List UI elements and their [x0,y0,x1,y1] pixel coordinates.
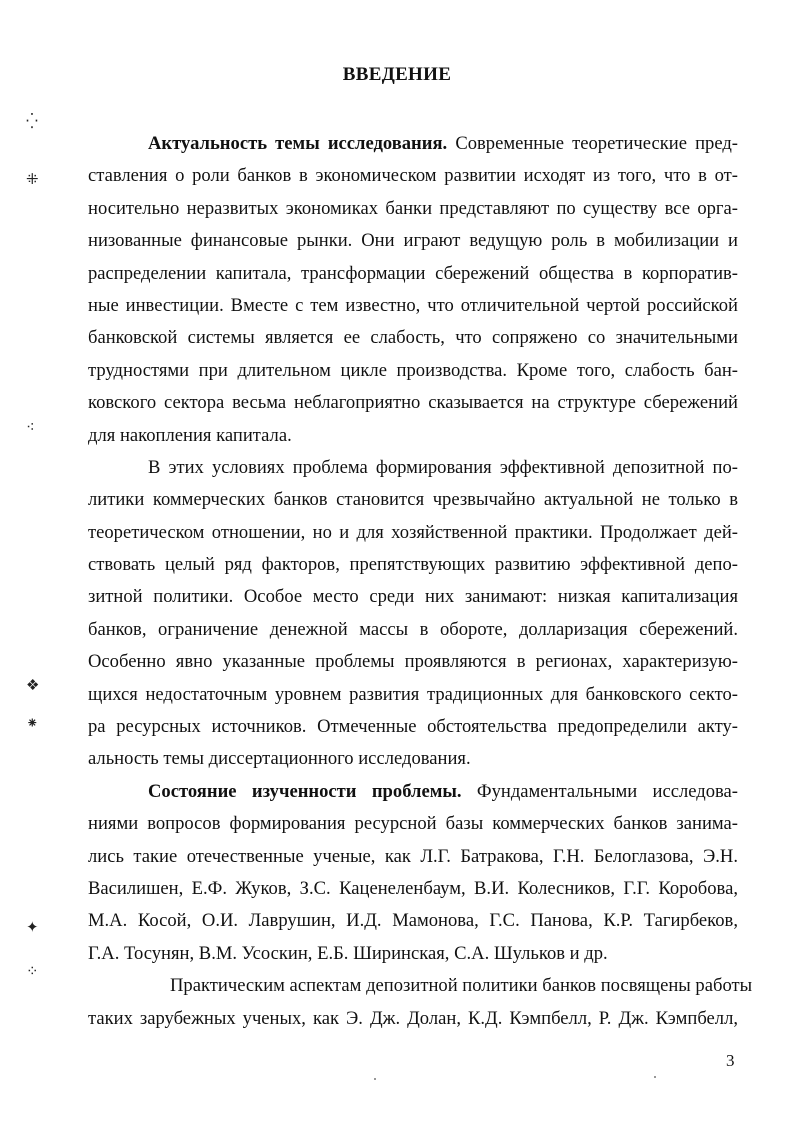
scan-speck [374,1078,376,1080]
paragraph-lead: Актуальность темы исследования. [148,133,448,154]
paragraph-line: банков, ограничение денежной массы в обороте, долларизация сбережений. [88,618,738,640]
paragraph-line: литики коммерческих банков становится чрезвычайно актуальной не только в [88,489,738,511]
paragraph-line: ставления о роли банков в экономическом развитии исходят из того, что в от- [88,165,738,187]
page-number: 3 [726,1051,735,1070]
paragraph-line: лись такие отечественные ученые, как Л.Г. Батракова, Г.Н. Белоглазова, Э.Н. [88,845,738,867]
paragraph-line: ра ресурсных источников. Отмеченные обстоятельства предопределили акту- [88,716,738,738]
paragraph-line: ковского сектора весьма неблагоприятно сказывается на структуре сбережений [88,392,738,414]
paragraph-line: ные инвестиции. Вместе с тем известно, что отличительной чертой российской [88,294,738,316]
paragraph-line: щихся недостаточным уровнем развития традиционных для банковского секто- [88,683,738,705]
paragraph-line: ниями вопросов формирования ресурсной базы коммерческих банков занима- [88,813,738,835]
scan-mark-icon: ⁘ [26,964,39,980]
page-title: ВВЕДЕНИЕ [342,64,452,85]
paragraph-line: низованные финансовые рынки. Они играют ведущую роль в мобилизации и [88,230,738,252]
paragraph-line: распределении капитала, трансформации сбережений общества в корпоратив- [88,262,738,284]
paragraph-line: для накопления капитала. [88,424,292,446]
paragraph-line: носительно неразвитых экономиках банки представляют по существу все орга- [88,197,738,219]
paragraph-line: Состояние изученности проблемы. Фундаментальными исследова- [148,780,738,802]
paragraph-line: таких зарубежных ученых, как Э. Дж. Долан, К.Д. Кэмпбелл, Р. Дж. Кэмпбелл, [88,1007,738,1029]
paragraph-line: В этих условиях проблема формирования эффективной депозитной по- [148,456,738,478]
scan-speck [654,1076,656,1078]
body-text [88,128,753,1035]
scan-mark-icon: ❖ [26,678,40,694]
paragraph-line: Г.А. Тосунян, В.М. Усоскин, Е.Б. Ширинская, С.А. Шульков и др. [88,942,608,964]
paragraph-line: Практическим аспектам депозитной политики банков посвящены работы [170,975,753,997]
paragraph-lead: Состояние изученности проблемы. [148,780,462,802]
paragraph-line: М.А. Косой, О.И. Лаврушин, И.Д. Мамонова, Г.С. Панова, К.Р. Тагирбеков, [88,910,738,932]
scan-mark-icon: ⁖ [26,420,35,436]
paragraph-line: ствовать целый ряд факторов, препятствующих развитию эффективной депо- [88,554,738,576]
paragraph-line: Василишен, Е.Ф. Жуков, З.С. Каценеленбаум, В.И. Колесников, Г.Г. Коробова, [88,877,738,899]
scan-mark-icon: ⁕ [26,716,39,732]
scan-mark-icon: ⁛ [26,114,38,130]
paragraph-line: трудностями при длительном цикле производства. Кроме того, слабость бан- [88,359,738,381]
scan-mark-icon: ⁜ [26,172,39,188]
paragraph-line: альность темы диссертационного исследования. [88,748,471,770]
scan-mark-icon: ✦ [26,920,39,936]
paragraph-line: банковской системы является ее слабость, что сопряжено со значительными [88,327,738,349]
paragraph-line: зитной политики. Особое место среди них занимают: низкая капитализация [88,586,738,608]
paragraph-line: Актуальность темы исследования. Современные теоретические пред- [148,133,738,154]
paragraph-line: Особенно явно указанные проблемы проявляются в регионах, характеризую- [88,651,738,673]
paragraph-line: теоретическом отношении, но и для хозяйственной практики. Продолжает дей- [88,521,738,543]
